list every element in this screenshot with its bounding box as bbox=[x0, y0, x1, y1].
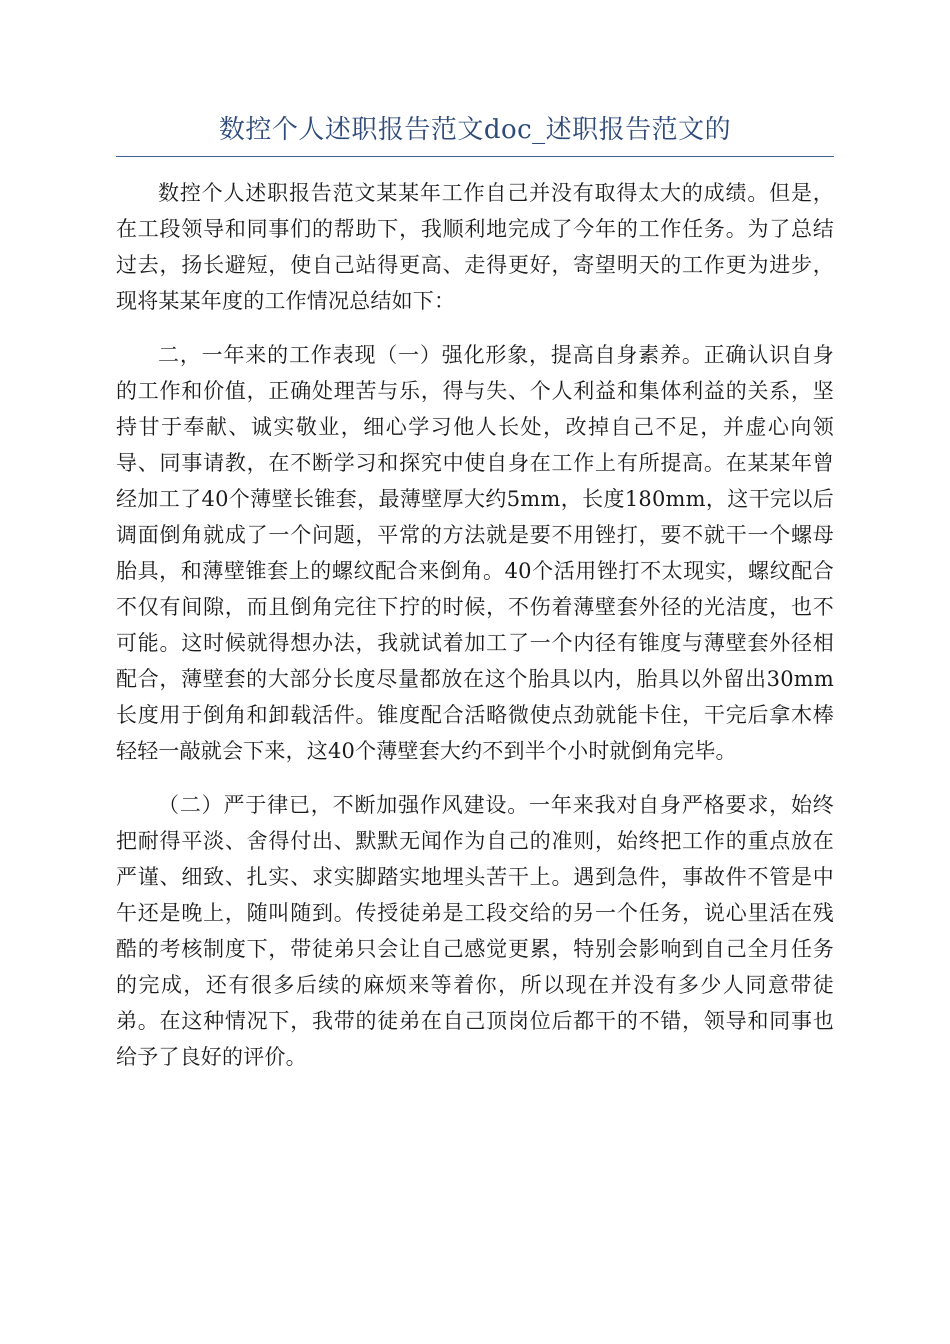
paragraph-section-two: （二）严于律已，不断加强作风建设。一年来我对自身严格要求，始终把耐得平淡、舍得付出、默默无闻作为自己的准则，始终把工作的重点放在严谨、细致、扎实、求实脚踏实地埋头苦干上。遇到急件，事故件不管是中午还是晚上，随叫随到。传授徒弟是工段交给的另一个任务，说心里活在残酷的考核制度下，带徒弟只会让自己感觉更累，特别会影响到自己全月任务的完成，还有很多后续的麻烦来等着你，所以现在并没有多少人同意带徒弟。在这种情况下，我带的徒弟在自己顶岗位后都干的不错，领导和同事也给予了良好的评价。 bbox=[116, 793, 834, 1069]
page-title: 数控个人述职报告范文doc_述职报告范文的 bbox=[218, 115, 732, 145]
paragraph-intro: 数控个人述职报告范文某某年工作自己并没有取得太大的成绩。但是，在工段领导和同事们的帮助下，我顺利地完成了今年的工作任务。为了总结过去，扬长避短，使自己站得更高、走得更好，寄望明天的工作更为进步，现将某某年度的工作情况总结如下： bbox=[116, 181, 834, 313]
document-body bbox=[116, 175, 834, 1075]
paragraph-section-one: 二，一年来的工作表现（一）强化形象，提高自身素养。正确认识自身的工作和价值，正确处理苦与乐，得与失、个人利益和集体利益的关系，坚持甘于奉献、诚实敬业，细心学习他人长处，改掉自己不足，并虚心向领导、同事请教，在不断学习和探究中使自身在工作上有所提高。在某某年曾经加工了40个薄壁长锥套，最薄壁厚大约5mm，长度180mm，这干完以后调面倒角就成了一个问题，平常的方法就是要不用锉打，要不就干一个螺母胎具，和薄壁锥套上的螺纹配合来倒角。40个活用锉打不太现实，螺纹配合不仅有间隙，而且倒角完往下拧的时候，不伤着薄壁套外径的光洁度，也不可能。这时候就得想办法，我就试着加工了一个内径有锥度与薄壁套外径相配合，薄壁套的大部分长度尽量都放在这个胎具以内，胎具以外留出30mm长度用于倒角和卸载活件。锥度配合活略微使点劲就能卡住，干完后拿木棒轻轻一敲就会下来，这40个薄壁套大约不到半个小时就倒角完毕。 bbox=[116, 343, 834, 763]
title-block bbox=[116, 110, 834, 157]
